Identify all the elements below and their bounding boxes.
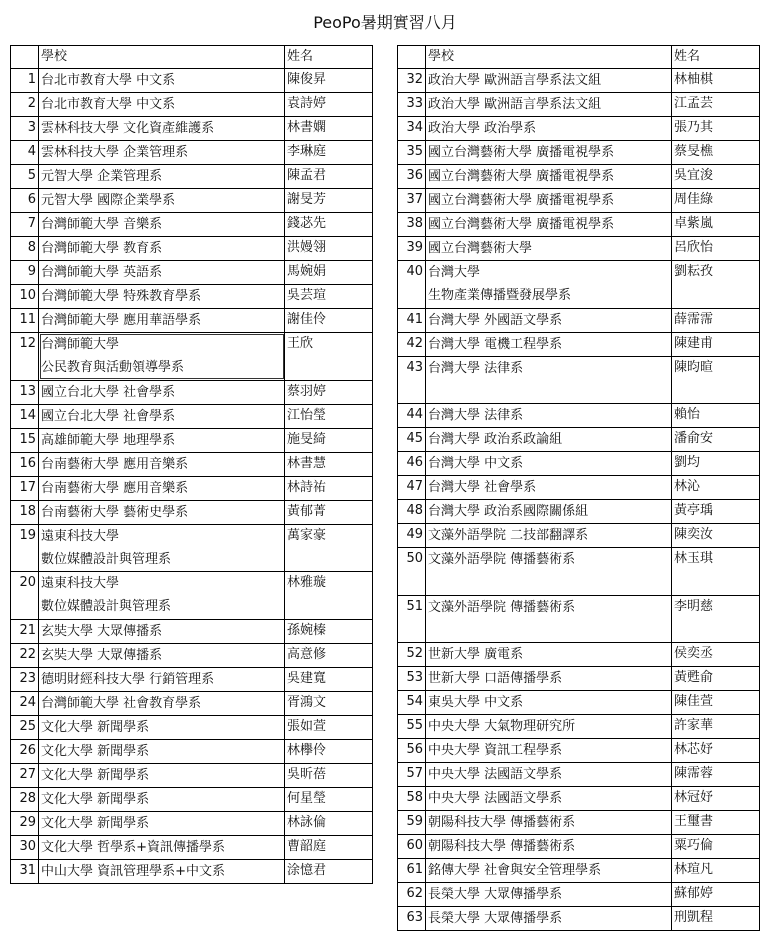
row-number-cell: 21 [11,619,39,643]
row-number-cell: 39 [398,237,426,261]
student-name-cell: 高意修 [285,643,373,667]
student-name-cell: 王璽書 [672,811,760,835]
table-row [398,763,760,787]
school-cell: 長榮大學 大眾傳播學系 [426,883,672,907]
school-cell: 台灣大學 生物產業傳播暨發展學系 [426,261,672,309]
row-number-cell: 27 [11,763,39,787]
student-name-cell: 王欣 [285,333,373,381]
table-row [398,859,760,883]
row-number-cell: 16 [11,452,39,476]
row-number-cell: 23 [11,667,39,691]
row-number-cell: 52 [398,643,426,667]
table-row [398,907,760,931]
student-name-cell: 侯奕丞 [672,643,760,667]
header-school-cell: 學校 [39,46,285,69]
student-name-cell: 李琳庭 [285,141,373,165]
table-row [398,117,760,141]
table-row [11,739,373,763]
row-number-cell: 42 [398,332,426,356]
table-row [398,667,760,691]
table-row [398,500,760,524]
row-number-cell: 47 [398,476,426,500]
school-cell: 中央大學 資訊工程學系 [426,739,672,763]
school-cell: 台北市教育大學 中文系 [39,69,285,93]
student-name-cell: 吳芸瑄 [285,285,373,309]
table-row [11,524,373,572]
student-name-cell: 陳佳萱 [672,691,760,715]
table-row [11,309,373,333]
school-cell: 台南藝術大學 應用音樂系 [39,452,285,476]
row-number-cell: 35 [398,141,426,165]
school-cell: 中央大學 大氣物理研究所 [426,715,672,739]
school-cell: 文化大學 新聞學系 [39,715,285,739]
student-name-cell: 黃甦俞 [672,667,760,691]
student-name-cell: 卓紫嵐 [672,213,760,237]
row-number-cell: 19 [11,524,39,572]
row-number-cell: 3 [11,117,39,141]
row-number-cell: 24 [11,691,39,715]
table-row [11,859,373,883]
student-name-cell: 吳宜浚 [672,165,760,189]
row-number-cell: 43 [398,356,426,404]
school-cell: 國立台灣藝術大學 廣播電視學系 [426,165,672,189]
row-number-cell: 15 [11,428,39,452]
row-number-cell: 29 [11,811,39,835]
school-cell: 台灣師範大學 教育系 [39,237,285,261]
row-number-cell: 8 [11,237,39,261]
table-row [398,213,760,237]
school-cell: 長榮大學 大眾傳播學系 [426,907,672,931]
row-number-cell: 5 [11,165,39,189]
school-cell: 台灣大學 中文系 [426,452,672,476]
row-number-cell: 13 [11,380,39,404]
school-cell: 遠東科技大學 數位媒體設計與管理系 [39,572,285,620]
row-number-cell: 10 [11,285,39,309]
school-cell: 中央大學 法國語文學系 [426,787,672,811]
school-cell: 元智大學 國際企業學系 [39,189,285,213]
table-row [398,189,760,213]
table-row [11,380,373,404]
row-number-cell: 38 [398,213,426,237]
roster-table-left [10,45,373,884]
student-name-cell: 陳俊昇 [285,69,373,93]
roster-table-right [397,45,760,931]
student-name-cell: 何星瑩 [285,787,373,811]
table-row [398,883,760,907]
row-number-cell: 4 [11,141,39,165]
school-cell: 台灣師範大學 英語系 [39,261,285,285]
table-row [398,524,760,548]
row-number-cell: 51 [398,595,426,643]
school-cell: 文藻外語學院 傳播藝術系 [426,548,672,596]
row-number-cell: 58 [398,787,426,811]
header-name-cell: 姓名 [285,46,373,69]
table-row [398,308,760,332]
school-cell: 政治大學 歐洲語言學系法文組 [426,93,672,117]
student-name-cell: 張如萱 [285,715,373,739]
student-name-cell: 胥鴻文 [285,691,373,715]
table-row [11,117,373,141]
row-number-cell: 7 [11,213,39,237]
school-cell: 朝陽科技大學 傳播藝術系 [426,811,672,835]
student-name-cell: 江孟芸 [672,93,760,117]
student-name-cell: 吳建寬 [285,667,373,691]
student-name-cell: 林柚棋 [672,69,760,93]
student-name-cell: 林詩祐 [285,476,373,500]
table-row [398,548,760,596]
student-name-cell: 林書慧 [285,452,373,476]
school-cell: 文化大學 新聞學系 [39,763,285,787]
table-row [11,189,373,213]
row-number-cell: 12 [11,333,39,381]
table-row [11,333,373,381]
row-number-cell: 11 [11,309,39,333]
school-cell: 德明財經科技大學 行銷管理系 [39,667,285,691]
student-name-cell: 呂欣怡 [672,237,760,261]
school-cell: 台灣師範大學 公民教育與活動領導學系 [39,333,285,381]
row-number-cell: 48 [398,500,426,524]
student-name-cell: 周佳綠 [672,189,760,213]
school-cell: 文化大學 哲學系+資訊傳播學系 [39,835,285,859]
student-name-cell: 馬婉娟 [285,261,373,285]
table-row [398,835,760,859]
student-name-cell: 李明慈 [672,595,760,643]
table-row [11,787,373,811]
school-cell: 台灣大學 法律系 [426,404,672,428]
student-name-cell: 曹韶庭 [285,835,373,859]
table-row [11,715,373,739]
row-number-cell: 41 [398,308,426,332]
student-name-cell: 林玉琪 [672,548,760,596]
student-name-cell: 陳孟君 [285,165,373,189]
student-name-cell: 陳奕汝 [672,524,760,548]
row-number-cell: 53 [398,667,426,691]
school-cell: 國立台北大學 社會學系 [39,380,285,404]
row-number-cell: 1 [11,69,39,93]
row-number-cell: 25 [11,715,39,739]
table-row [11,476,373,500]
header-row [398,46,760,69]
student-name-cell: 袁詩婷 [285,93,373,117]
student-name-cell: 林雅璇 [285,572,373,620]
student-name-cell: 林書嫻 [285,117,373,141]
row-number-cell: 59 [398,811,426,835]
table-row [11,261,373,285]
table-row [11,285,373,309]
table-row [398,691,760,715]
school-cell: 文藻外語學院 傳播藝術系 [426,595,672,643]
student-name-cell: 洪嫚翎 [285,237,373,261]
school-cell: 文化大學 新聞學系 [39,739,285,763]
table-row [11,643,373,667]
row-number-cell: 55 [398,715,426,739]
school-cell: 世新大學 廣電系 [426,643,672,667]
school-cell: 國立台灣藝術大學 廣播電視學系 [426,189,672,213]
table-row [11,619,373,643]
row-number-cell: 45 [398,428,426,452]
table-row [11,811,373,835]
table-row [398,595,760,643]
student-name-cell: 黃亭瑀 [672,500,760,524]
school-cell: 台灣大學 外國語文學系 [426,308,672,332]
row-number-cell: 6 [11,189,39,213]
table-row [11,428,373,452]
table-row [11,500,373,524]
table-row [398,811,760,835]
student-name-cell: 謝佳伶 [285,309,373,333]
roster-body-right [398,46,760,931]
roster-body-left [11,46,373,884]
school-cell: 朝陽科技大學 傳播藝術系 [426,835,672,859]
student-name-cell: 劉耘孜 [672,261,760,309]
student-name-cell: 林詠倫 [285,811,373,835]
student-name-cell: 陳霈蓉 [672,763,760,787]
table-row [11,237,373,261]
row-number-cell: 33 [398,93,426,117]
row-number-cell: 62 [398,883,426,907]
header-name-cell: 姓名 [672,46,760,69]
school-cell: 遠東科技大學 數位媒體設計與管理系 [39,524,285,572]
student-name-cell: 劉均 [672,452,760,476]
school-cell: 台灣師範大學 音樂系 [39,213,285,237]
student-name-cell: 江怡瑩 [285,404,373,428]
row-number-cell: 36 [398,165,426,189]
school-cell: 台灣師範大學 應用華語學系 [39,309,285,333]
school-cell: 雲林科技大學 文化資產維護系 [39,117,285,141]
table-row [398,787,760,811]
table-row [398,332,760,356]
student-name-cell: 刑凱程 [672,907,760,931]
row-number-cell: 28 [11,787,39,811]
school-cell: 世新大學 口語傳播學系 [426,667,672,691]
row-number-cell: 22 [11,643,39,667]
table-row [398,715,760,739]
row-number-cell: 2 [11,93,39,117]
student-name-cell: 林冠妤 [672,787,760,811]
student-name-cell: 蔡旻樵 [672,141,760,165]
school-cell: 銘傳大學 社會與安全管理學系 [426,859,672,883]
table-row [398,643,760,667]
school-cell: 台北市教育大學 中文系 [39,93,285,117]
row-number-cell: 14 [11,404,39,428]
student-name-cell: 粟巧倫 [672,835,760,859]
school-cell: 台灣大學 電機工程學系 [426,332,672,356]
table-row [398,237,760,261]
student-name-cell: 許家華 [672,715,760,739]
table-row [398,165,760,189]
school-cell: 國立台灣藝術大學 廣播電視學系 [426,213,672,237]
school-cell: 台灣大學 社會學系 [426,476,672,500]
school-cell: 雲林科技大學 企業管理系 [39,141,285,165]
table-row [11,691,373,715]
row-number-cell: 49 [398,524,426,548]
student-name-cell: 林瑄凡 [672,859,760,883]
school-cell: 台灣大學 法律系 [426,356,672,404]
student-name-cell: 施旻綺 [285,428,373,452]
school-cell: 台灣師範大學 特殊教育學系 [39,285,285,309]
table-row [398,69,760,93]
student-name-cell: 黃郁菁 [285,500,373,524]
school-cell: 玄奘大學 大眾傳播系 [39,619,285,643]
student-name-cell: 涂憶君 [285,859,373,883]
student-name-cell: 萬家豪 [285,524,373,572]
row-number-cell: 60 [398,835,426,859]
school-cell: 元智大學 企業管理系 [39,165,285,189]
student-name-cell: 林沁 [672,476,760,500]
row-number-cell: 20 [11,572,39,620]
school-cell: 文化大學 新聞學系 [39,811,285,835]
row-number-cell: 50 [398,548,426,596]
table-row [11,213,373,237]
school-cell: 政治大學 歐洲語言學系法文組 [426,69,672,93]
header-number-cell [398,46,426,69]
school-cell: 台南藝術大學 應用音樂系 [39,476,285,500]
school-cell: 中山大學 資訊管理學系+中文系 [39,859,285,883]
table-row [398,452,760,476]
table-row [11,835,373,859]
row-number-cell: 56 [398,739,426,763]
student-name-cell: 薛霈霈 [672,308,760,332]
table-row [398,476,760,500]
table-row [398,739,760,763]
row-number-cell: 61 [398,859,426,883]
school-cell: 國立台灣藝術大學 [426,237,672,261]
student-name-cell: 林欅伶 [285,739,373,763]
school-cell: 高雄師範大學 地理學系 [39,428,285,452]
table-row [398,404,760,428]
row-number-cell: 34 [398,117,426,141]
row-number-cell: 31 [11,859,39,883]
row-number-cell: 57 [398,763,426,787]
table-row [11,165,373,189]
table-row [11,93,373,117]
student-name-cell: 謝旻芳 [285,189,373,213]
student-name-cell: 陳建甫 [672,332,760,356]
school-cell: 政治大學 政治學系 [426,117,672,141]
table-row [398,93,760,117]
row-number-cell: 37 [398,189,426,213]
school-cell: 台灣大學 政治系國際關係組 [426,500,672,524]
header-number-cell [11,46,39,69]
table-row [398,428,760,452]
school-cell: 台灣師範大學 社會教育學系 [39,691,285,715]
header-row [11,46,373,69]
table-row [11,452,373,476]
student-name-cell: 孫婉榛 [285,619,373,643]
row-number-cell: 54 [398,691,426,715]
page-title: PeoPo暑期實習八月 [313,13,457,32]
school-cell: 國立台北大學 社會學系 [39,404,285,428]
student-name-cell: 錢苾先 [285,213,373,237]
student-name-cell: 陳昀暄 [672,356,760,404]
table-row [398,141,760,165]
student-name-cell: 賴怡 [672,404,760,428]
school-cell: 文藻外語學院 二技部翻譯系 [426,524,672,548]
student-name-cell: 蔡羽婷 [285,380,373,404]
table-row [11,404,373,428]
table-row [11,763,373,787]
row-number-cell: 44 [398,404,426,428]
student-name-cell: 林芯妤 [672,739,760,763]
student-name-cell: 潘俞安 [672,428,760,452]
row-number-cell: 32 [398,69,426,93]
school-cell: 東吳大學 中文系 [426,691,672,715]
student-name-cell: 蘇郁婷 [672,883,760,907]
row-number-cell: 18 [11,500,39,524]
row-number-cell: 40 [398,261,426,309]
student-name-cell: 吳昕蓓 [285,763,373,787]
row-number-cell: 30 [11,835,39,859]
table-row [11,141,373,165]
table-row [398,261,760,309]
row-number-cell: 26 [11,739,39,763]
header-school-cell: 學校 [426,46,672,69]
row-number-cell: 17 [11,476,39,500]
table-row [398,356,760,404]
table-row [11,667,373,691]
school-cell: 台南藝術大學 藝術史學系 [39,500,285,524]
table-row [11,69,373,93]
school-cell: 國立台灣藝術大學 廣播電視學系 [426,141,672,165]
school-cell: 中央大學 法國語文學系 [426,763,672,787]
school-cell: 台灣大學 政治系政論組 [426,428,672,452]
school-cell: 玄奘大學 大眾傳播系 [39,643,285,667]
student-name-cell: 張乃其 [672,117,760,141]
row-number-cell: 9 [11,261,39,285]
row-number-cell: 63 [398,907,426,931]
school-cell: 文化大學 新聞學系 [39,787,285,811]
table-row [11,572,373,620]
row-number-cell: 46 [398,452,426,476]
